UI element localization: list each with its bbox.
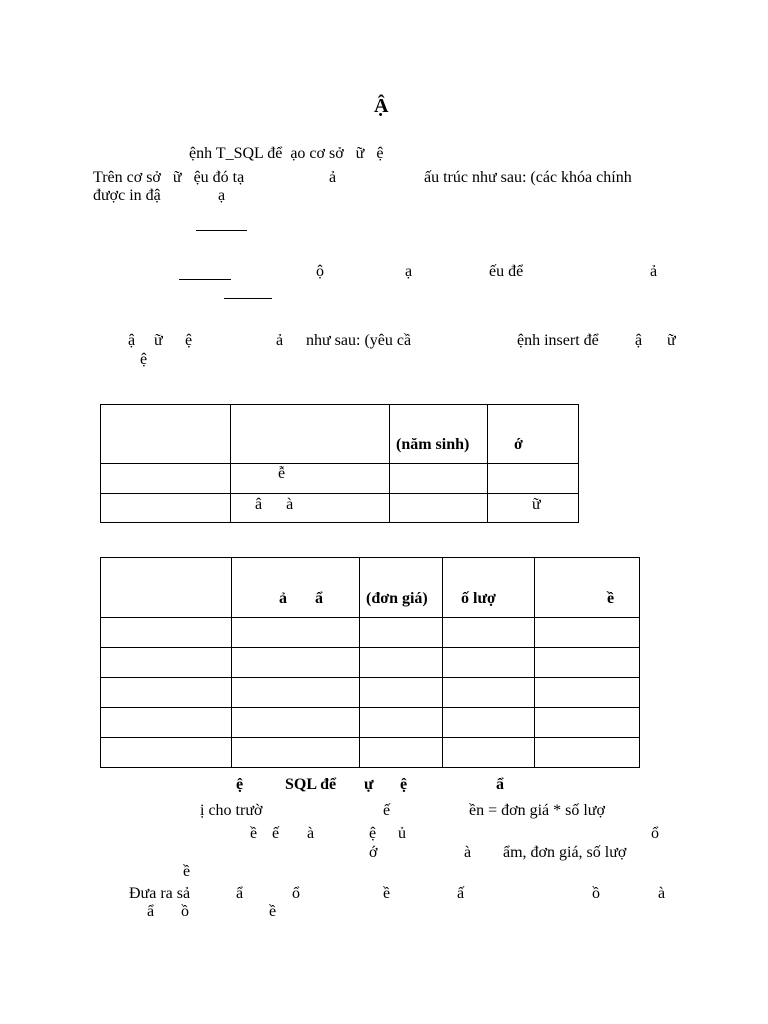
table-header-cell: (năm sinh) [390,405,488,464]
question-3d: ề [183,863,191,880]
questions-heading-e: ẩ [496,776,504,793]
question-5c: ề [269,903,277,920]
table-header-cell [101,558,232,618]
table-cell [535,708,640,738]
question-4a: Đưa ra sả [129,885,191,902]
table-row [101,678,640,708]
table-header-row [101,405,579,464]
table-header-cell: ớ [488,405,579,464]
table-cell [232,618,360,648]
data-b: ữ [154,332,163,349]
key-underline-2 [179,279,231,280]
relation-a: ả [650,263,658,280]
table-cell [360,708,443,738]
table-cell [101,618,232,648]
table-cell [101,648,232,678]
table-cell: â à [231,494,390,523]
table-header-row [101,558,640,618]
table-cell [101,464,231,494]
question-5b: ồ [181,903,189,920]
question-2a: ề [250,825,258,842]
question-4b: ẩ [236,885,244,902]
relation-ro: ộ [316,263,324,280]
question-2f: ổ [651,825,659,842]
table-cell [232,678,360,708]
table-cell [535,618,640,648]
table-cell [101,738,232,768]
table-cell [360,648,443,678]
table-header-cell [231,405,390,464]
table-cell [443,738,535,768]
key-underline-3 [224,298,272,299]
schema-line-1b: ả [329,169,337,186]
data-g: ậ [635,332,643,349]
question-2c: à [307,825,315,842]
table-cell [360,678,443,708]
question-1b: ế [383,802,391,819]
table-cell [443,618,535,648]
questions-heading-a: ệ [236,776,244,793]
key-underline-1 [196,230,247,231]
table-header-cell [101,405,231,464]
schema-line-1c: ấu trúc như sau: (các khóa chính [424,169,632,186]
table-cell [101,494,231,523]
question-3b: à [464,844,472,861]
table-header-cell: ề [535,558,640,618]
table-cell [360,738,443,768]
data-d: ả [276,332,284,349]
table-cell: ữ [488,494,579,523]
table-row [101,708,640,738]
data-table-1 [100,404,579,523]
data-h: ữ [667,332,676,349]
questions-heading-b: SQL để [285,776,337,793]
table-cell [443,678,535,708]
schema-line-1a: Trên cơ sở ữ ệu đó tạ [93,169,245,186]
question-3c: ẩm, đơn giá, số lượ [503,844,627,861]
question-5a: ẩ [147,903,155,920]
questions-heading-c: ự [364,776,374,793]
question-3a: ớ [369,844,378,861]
table-cell [488,464,579,494]
table-row [101,464,579,494]
table-row [101,648,640,678]
table-cell: ễ [231,464,390,494]
table-cell [390,494,488,523]
question-1a: ị cho trườ [200,802,263,819]
question-2e: ủ [398,825,406,842]
question-4e: ấ [457,885,465,902]
intro-line: ệnh T_SQL để ạo cơ sở ữ ệ [189,145,384,162]
table-cell [535,738,640,768]
question-1c: ền = đơn giá * số lượ [469,802,605,819]
table-cell [443,708,535,738]
schema-line-2b: ạ [218,187,226,204]
document-title: Ậ [374,95,389,117]
question-4g: à [658,885,666,902]
data-a: ậ [128,332,136,349]
data-i: ệ [140,351,148,368]
table-cell [443,648,535,678]
table-row [101,618,640,648]
data-f: ệnh insert để [517,332,599,349]
table-header-cell: (đơn giá) [360,558,443,618]
table-cell [232,738,360,768]
table-header-cell: ố lượ [443,558,535,618]
schema-line-2a: được in đậ [93,187,161,204]
table-cell [535,648,640,678]
table-cell [535,678,640,708]
data-e: như sau: (yêu cầ [306,332,412,349]
table-cell [101,708,232,738]
question-4d: ề [383,885,391,902]
table-row [101,494,579,523]
relation-ra: ạ [405,263,413,280]
table-cell [232,708,360,738]
table-cell [390,464,488,494]
question-4c: ổ [292,885,300,902]
table-cell [101,678,232,708]
table-cell [360,618,443,648]
table-cell [232,648,360,678]
data-table-2 [100,557,640,768]
question-2b: ế [272,825,280,842]
question-4f: ồ [592,885,600,902]
table-header-cell: ả ẩ [232,558,360,618]
data-c: ệ [185,332,193,349]
table-row [101,738,640,768]
questions-heading-d: ệ [400,776,408,793]
relation-eu: ếu để [489,263,524,280]
question-2d: ệ [369,825,377,842]
